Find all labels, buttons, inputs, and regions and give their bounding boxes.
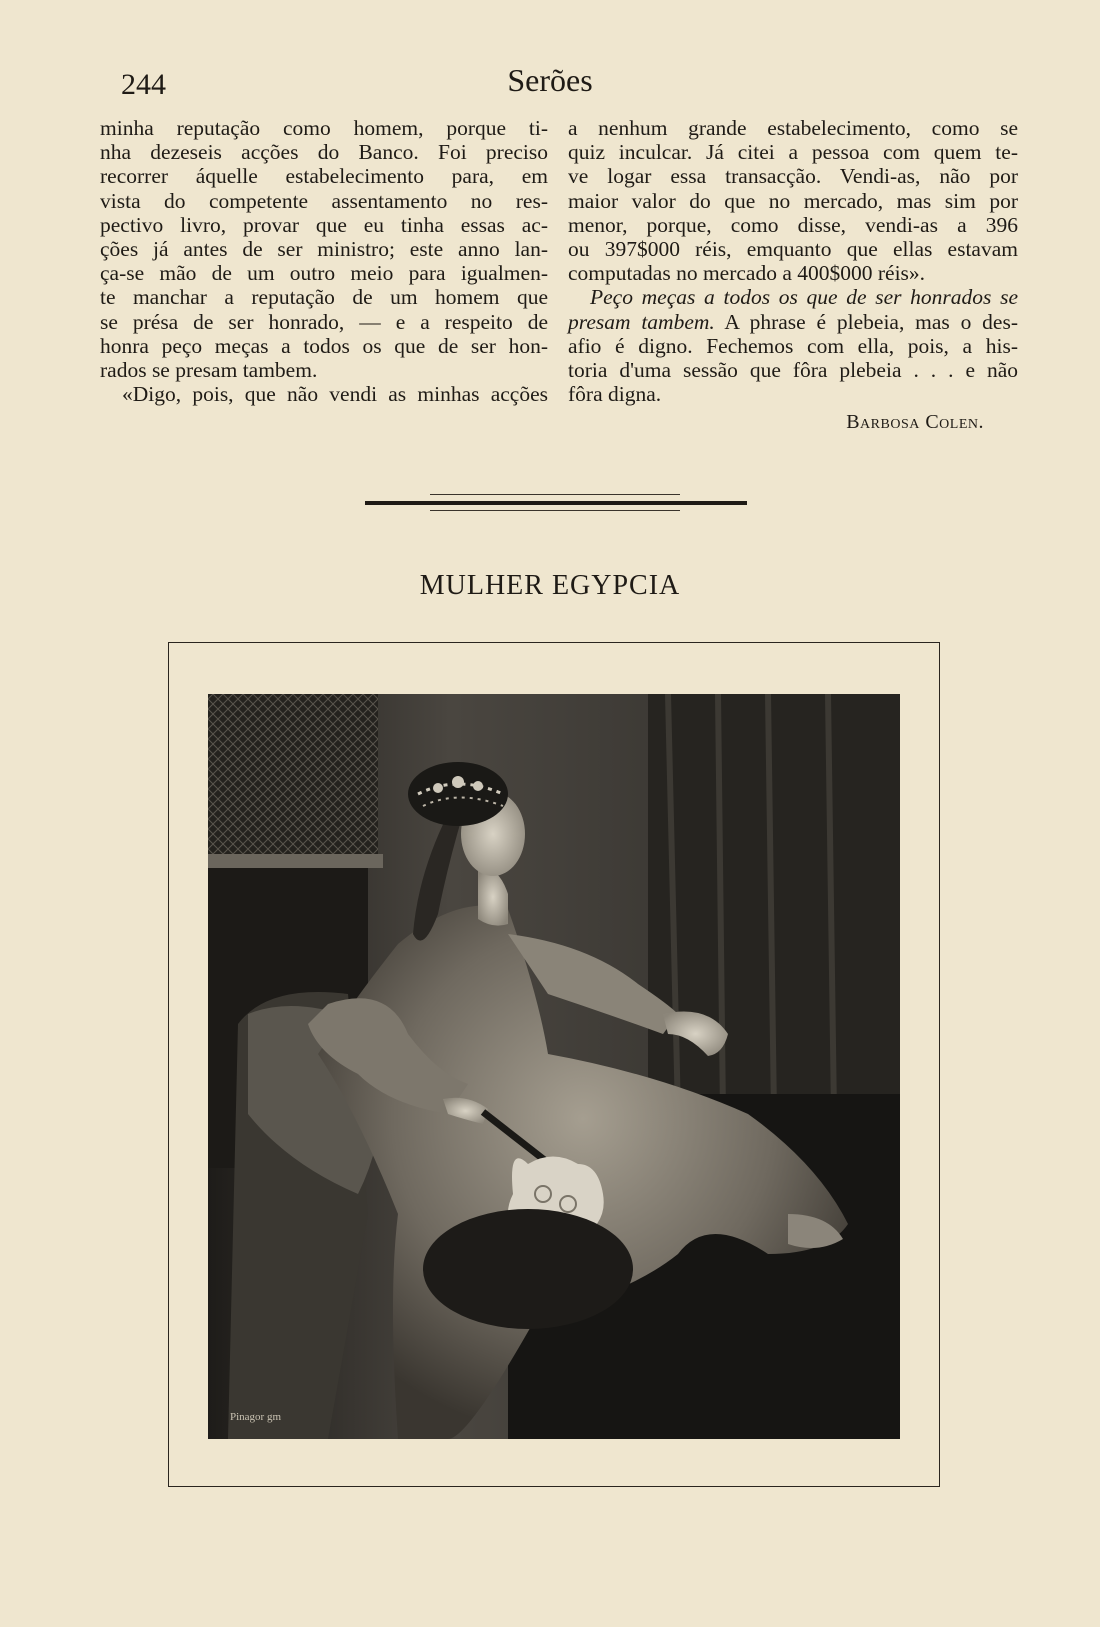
text-line: quiz inculcar. Já citei a pessoa com quem te-	[568, 140, 1018, 165]
text-line: rados se presam tambem.	[100, 358, 318, 383]
engraver-signature: Pinagor gm	[230, 1411, 282, 1423]
section-title: MULHER EGYPCIA	[419, 570, 681, 601]
text-line: computadas no mercado a 400$000 réis».	[568, 261, 926, 286]
divider-thin-top	[430, 494, 680, 495]
text-line: maior valor do que no mercado, mas sim por	[568, 188, 1018, 213]
mixed-text-line	[568, 310, 1018, 334]
text-line: toria d'uma sessão que fôra plebeia . . . e não	[568, 358, 1018, 383]
woman-portrait-image	[208, 694, 900, 1439]
author-signature: Barbosa Colen.	[846, 411, 984, 434]
text-line: honra peço meças a todos os que de ser hon-	[100, 333, 548, 358]
text-line: vista do competente assentamento no res-	[100, 188, 548, 213]
text-line: afio é digno. Fechemos com ella, pois, a his-	[568, 333, 1018, 358]
text-line: a nenhum grande estabelecimento, como se	[568, 116, 1018, 140]
text-line: ça-se mão de um outro meio para igualmen-	[100, 261, 548, 286]
text-line: fôra digna.	[568, 382, 662, 407]
divider-thin-bottom	[430, 510, 680, 511]
page-header	[0, 62, 1100, 106]
text-line: menor, porque, como disse, vendi-as a 396	[568, 212, 1018, 237]
text-line: ções já antes de ser ministro; este anno lan-	[100, 237, 548, 262]
text-line: minha reputação como homem, porque ti-	[100, 116, 548, 140]
text-line: «Digo, pois, que não vendi as minhas acções	[122, 382, 548, 407]
text-line: te manchar a reputação de um homem que	[100, 285, 548, 310]
italic-text-line: Peço meças a todos os que de ser honrados se	[590, 285, 1018, 310]
journal-title: Serões	[507, 62, 593, 98]
text-fragment: A phrase é plebeia, mas o des-	[714, 309, 1018, 334]
illustration-photo	[208, 694, 900, 1439]
page-number: 244	[121, 68, 166, 101]
text-line: pectivo livro, provar que eu tinha essas ac-	[100, 212, 548, 237]
italic-text-fragment: presam tambem.	[568, 309, 715, 334]
text-line: ou 397$000 réis, emquanto que ellas estavam	[568, 237, 1018, 262]
article-column-left	[100, 116, 548, 406]
divider-thick	[365, 501, 747, 505]
text-line: ve logar essa transacção. Vendi-as, não por	[568, 164, 1018, 189]
article-column-right	[568, 116, 1018, 435]
text-line: nha dezeseis acções do Banco. Foi preciso	[100, 140, 548, 165]
text-line: recorrer áquelle estabelecimento para, em	[100, 164, 548, 189]
text-line: se présa de ser honrado, — e a respeito de	[100, 309, 548, 334]
